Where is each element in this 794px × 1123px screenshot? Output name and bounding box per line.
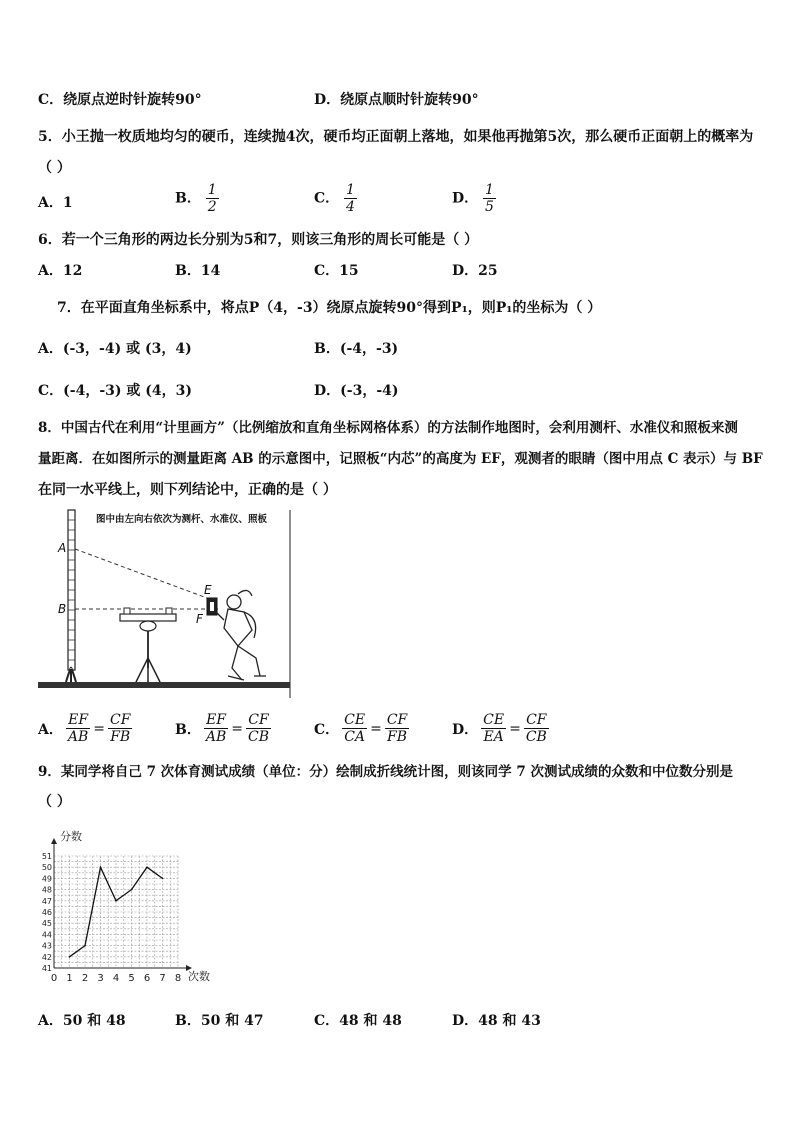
q8-option-b bbox=[175, 712, 271, 745]
sight-line-upper bbox=[75, 549, 215, 601]
q8-figure-svg bbox=[38, 508, 294, 700]
y-tick-label: 43 bbox=[41, 941, 52, 951]
q5-option-d-label: D． bbox=[452, 190, 479, 207]
q6-stem: 6．若一个三角形的两边长分别为5和7，则该三角形的周长可能是（ ） bbox=[38, 232, 479, 248]
x-axis-label: 次数 bbox=[188, 970, 210, 983]
q5-b-den: 2 bbox=[207, 199, 217, 215]
q8-b-l-den: AB bbox=[205, 729, 227, 745]
q8-b-r-den: CB bbox=[247, 729, 269, 745]
ground bbox=[38, 682, 290, 688]
q8-a-l-num: EF bbox=[68, 712, 89, 728]
data-point bbox=[69, 956, 71, 958]
y-tick-label: 41 bbox=[41, 964, 52, 973]
data-point bbox=[146, 866, 148, 868]
q6-option-b: B．14 bbox=[175, 263, 221, 279]
q8-a-l-den: AB bbox=[67, 729, 89, 745]
q9-option-b: B．50 和 47 bbox=[175, 1013, 264, 1029]
x-tick-label: 0 bbox=[50, 973, 58, 984]
q6-option-d: D．25 bbox=[452, 263, 498, 279]
q5-option-a bbox=[38, 192, 73, 212]
water-level-bar bbox=[120, 614, 176, 621]
y-tick-label: 49 bbox=[41, 874, 52, 884]
q5-option-c-fraction bbox=[344, 182, 357, 215]
q5-option-d bbox=[452, 182, 496, 215]
q6-option-a: A．12 bbox=[38, 263, 83, 279]
q9-option-a: A．50 和 48 bbox=[38, 1013, 126, 1029]
y-tick-label: 42 bbox=[41, 952, 52, 962]
q8-c-l-den: CA bbox=[344, 729, 366, 745]
figure-caption: 图中由左向右依次为测杆、水准仪、照板 bbox=[96, 514, 268, 525]
sighting-board-core bbox=[210, 602, 214, 611]
x-tick-label: 8 bbox=[174, 973, 182, 984]
y-tick-label: 51 bbox=[41, 852, 52, 861]
q8-b-label: B． bbox=[175, 721, 201, 738]
q8-option-c bbox=[314, 712, 409, 745]
q4-option-c: C．绕原点逆时针旋转90° bbox=[38, 92, 202, 108]
q5-c-den: 4 bbox=[346, 199, 355, 215]
x-tick-label: 4 bbox=[112, 973, 120, 984]
q8-d-l-num: CE bbox=[483, 712, 505, 728]
q8-d-r-den: CB bbox=[525, 729, 547, 745]
q8-stem-line1: 8．中国古代在利用“计里画方”（比例缩放和直角坐标网格体系）的方法制作地图时，会利用测杆、水准仪和照板来测 bbox=[38, 420, 738, 436]
q8-d-left-frac bbox=[481, 712, 506, 745]
q8-a-label: A． bbox=[38, 721, 63, 738]
q8-d-eq: = bbox=[509, 720, 521, 737]
data-point bbox=[131, 889, 133, 891]
q9-paren: （ ） bbox=[38, 794, 71, 810]
q8-c-right-frac bbox=[385, 712, 409, 745]
x-tick-label: 7 bbox=[159, 973, 166, 984]
q7-option-a: A．(-3，-4) 或 (3，4) bbox=[38, 341, 192, 357]
q7-option-c: C．(-4，-3) 或 (4，3) bbox=[38, 383, 192, 399]
q8-d-l-den: EA bbox=[483, 729, 504, 745]
q8-b-r-num: CF bbox=[248, 712, 269, 728]
q8-figure bbox=[38, 508, 294, 700]
data-point bbox=[162, 878, 164, 880]
y-tick-label: 48 bbox=[41, 885, 52, 895]
q9-option-d: D．48 和 43 bbox=[452, 1013, 541, 1029]
q8-a-r-den: FB bbox=[110, 729, 131, 745]
label-A: A bbox=[58, 541, 67, 555]
q5-option-c-label: C． bbox=[314, 190, 340, 207]
q8-b-l-num: EF bbox=[206, 712, 227, 728]
q8-b-eq: = bbox=[231, 720, 243, 737]
q8-c-l-num: CE bbox=[344, 712, 366, 728]
q4-option-d: D．绕原点顺时针旋转90° bbox=[314, 92, 479, 108]
x-tick-label: 1 bbox=[66, 973, 73, 984]
q7-option-d: D．(-3，-4) bbox=[314, 383, 399, 399]
q9-chart bbox=[36, 818, 226, 998]
q8-d-label: D． bbox=[452, 721, 479, 738]
x-tick-label: 6 bbox=[143, 973, 151, 984]
q7-option-b: B．(-4，-3) bbox=[314, 341, 399, 357]
data-point bbox=[100, 866, 102, 868]
q5-c-num: 1 bbox=[346, 182, 355, 198]
data-point bbox=[84, 945, 86, 947]
q8-option-a bbox=[38, 712, 132, 745]
q8-d-r-num: CF bbox=[526, 712, 547, 728]
q9-chart-svg bbox=[36, 818, 226, 998]
x-tick-label: 3 bbox=[97, 973, 104, 984]
q8-stem-line2: 量距离．在如图所示的测量距离 AB 的示意图中，记照板“内芯”的高度为 EF，观测者的眼睛（图中用点 C 表示）与 BF bbox=[38, 451, 763, 467]
q5-d-num: 1 bbox=[485, 182, 494, 198]
q5-option-b-label: B． bbox=[175, 190, 201, 207]
q9-option-c: C．48 和 48 bbox=[314, 1013, 402, 1029]
q5-option-a-label: A． bbox=[38, 195, 63, 211]
observer-figure bbox=[216, 590, 266, 680]
q8-c-r-den: FB bbox=[387, 729, 408, 745]
q5-option-b-fraction bbox=[206, 182, 219, 215]
label-B: B bbox=[58, 602, 67, 616]
y-tick-label: 50 bbox=[41, 863, 52, 873]
q8-a-r-num: CF bbox=[110, 712, 131, 728]
y-tick-label: 45 bbox=[41, 919, 52, 929]
q8-c-eq: = bbox=[370, 720, 382, 737]
y-tick-label: 46 bbox=[41, 908, 52, 917]
label-E: E bbox=[204, 583, 212, 597]
q8-b-right-frac bbox=[246, 712, 271, 745]
q8-c-label: C． bbox=[314, 721, 340, 738]
data-point bbox=[115, 900, 117, 902]
x-tick-label: 5 bbox=[128, 973, 135, 984]
label-F: F bbox=[196, 612, 203, 626]
q5-option-a-value: 1 bbox=[62, 195, 73, 211]
q8-b-left-frac bbox=[204, 712, 228, 745]
q8-c-left-frac bbox=[342, 712, 367, 745]
q6-option-c: C．15 bbox=[314, 263, 359, 279]
q7-stem: 7．在平面直角坐标系中，将点P（4，-3）绕原点旋转90°得到P₁，则P₁的坐标为（ ） bbox=[57, 300, 602, 316]
q8-d-right-frac bbox=[524, 712, 549, 745]
q8-c-r-num: CF bbox=[386, 712, 408, 728]
q8-option-d bbox=[452, 712, 549, 745]
y-tick-label: 44 bbox=[41, 930, 52, 940]
q9-stem: 9．某同学将自己 7 次体育测试成绩（单位：分）绘制成折线统计图，则该同学 7 次测试成绩的众数和中位数分别是 bbox=[38, 764, 733, 780]
q5-d-den: 5 bbox=[485, 199, 494, 215]
q5-stem: 5．小王抛一枚质地均匀的硬币，连续抛4次，硬币均正面朝上落地，如果他再抛第5次，那么硬币正面朝上的概率为 bbox=[38, 129, 754, 145]
q5-b-num: 1 bbox=[207, 182, 217, 198]
water-level-head bbox=[140, 621, 156, 631]
y-tick-label: 47 bbox=[41, 896, 52, 906]
q5-option-d-fraction bbox=[483, 182, 496, 215]
x-tick-label: 2 bbox=[81, 973, 89, 984]
q8-a-left-frac bbox=[66, 712, 90, 745]
q8-a-right-frac bbox=[108, 712, 132, 745]
q5-option-c bbox=[314, 182, 357, 215]
y-axis-label: 分数 bbox=[60, 830, 82, 843]
q8-a-eq: = bbox=[93, 720, 106, 737]
q5-paren: （ ） bbox=[38, 160, 71, 176]
q5-option-b bbox=[175, 182, 219, 215]
q8-stem-line3: 在同一水平线上，则下列结论中，正确的是（ ） bbox=[38, 482, 337, 498]
y-axis-arrow bbox=[51, 838, 57, 844]
